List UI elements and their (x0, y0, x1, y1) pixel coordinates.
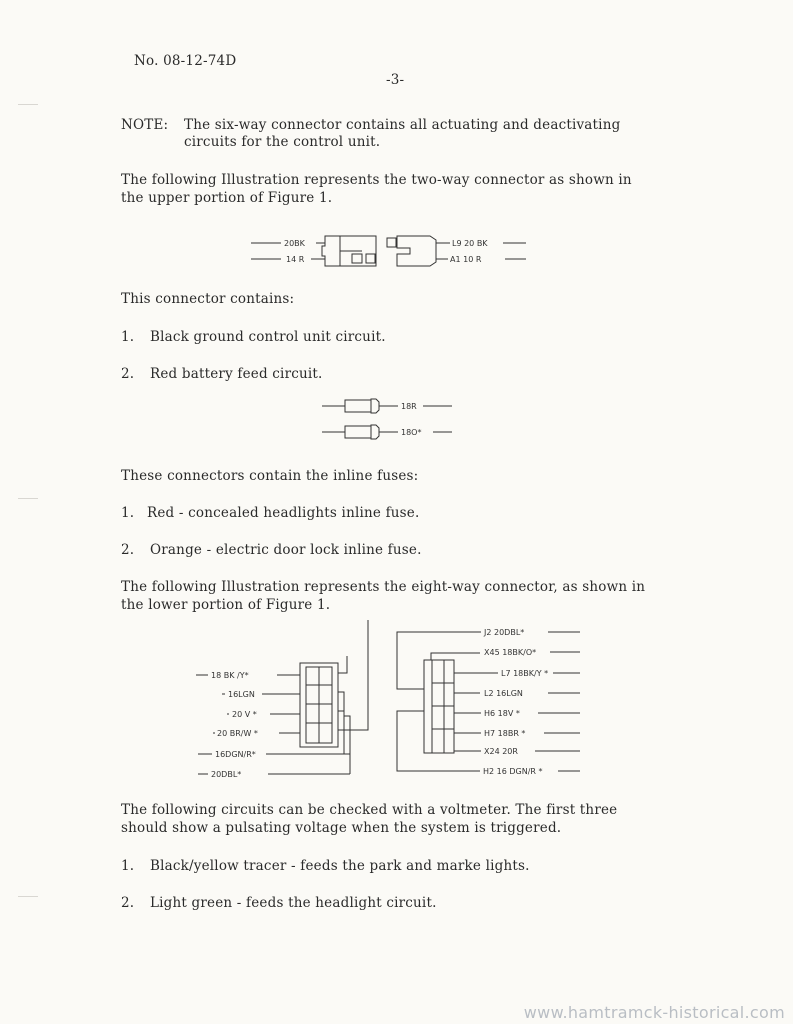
eight-way-right-label: X45 18BK/O* (484, 648, 537, 657)
watermark: www.hamtramck-historical.com (523, 1003, 785, 1022)
fuse-label: 18O* (401, 428, 422, 437)
list-item-number: 1. (121, 505, 135, 521)
list-item-number: 2. (121, 895, 135, 911)
paragraph-two-way-line1: The following Illustration represents the two-way connector as shown in (121, 172, 632, 188)
eight-way-right-label: H2 16 DGN/R * (483, 767, 543, 776)
list-item-text: Black ground control unit circuit. (150, 329, 386, 345)
list-item-number: 1. (121, 329, 135, 345)
list-item-text: Red - concealed headlights inline fuse. (147, 505, 420, 521)
eight-way-left-label: 18 BK /Y* (211, 671, 249, 680)
list-item-text: Red battery feed circuit. (150, 366, 323, 382)
page-number: -3- (386, 72, 405, 88)
fuse-label: 18R (401, 402, 417, 411)
two-way-right-label: A1 10 R (450, 255, 482, 264)
eight-way-right-label: X24 20R (484, 747, 518, 756)
paragraph-voltmeter-line1: The following circuits can be checked with a voltmeter. The first three (121, 802, 618, 818)
paragraph-two-way-line2: the upper portion of Figure 1. (121, 190, 333, 206)
list-item-number: 2. (121, 542, 135, 558)
eight-way-right-label: L2 16LGN (484, 689, 523, 698)
note-text-line1: The six-way connector contains all actuating and deactivating (184, 117, 621, 133)
list-item-number: 2. (121, 366, 135, 382)
eight-way-right-label: H6 18V * (484, 709, 520, 718)
eight-way-left-label: 20 BR/W * (217, 729, 258, 738)
document-number: No. 08-12-74D (134, 53, 237, 69)
paragraph-eight-way-line2: the lower portion of Figure 1. (121, 597, 331, 613)
eight-way-left-label: 20 V * (232, 710, 257, 719)
list-item-text: Black/yellow tracer - feeds the park and marke lights. (150, 858, 530, 874)
eight-way-right-label: H7 18BR * (484, 729, 526, 738)
paragraph-voltmeter-line2: should show a pulsating voltage when the system is triggered. (121, 820, 562, 836)
eight-way-left-label: 20DBL* (211, 770, 242, 779)
two-way-right-label: L9 20 BK (452, 239, 488, 248)
eight-way-right-label: L7 18BK/Y * (501, 669, 549, 678)
paragraph-contains: This connector contains: (121, 291, 295, 307)
two-way-left-label: 20BK (284, 239, 305, 248)
list-item-text: Orange - electric door lock inline fuse. (150, 542, 422, 558)
eight-way-right-label: J2 20DBL* (484, 628, 525, 637)
paragraph-eight-way-line1: The following Illustration represents the eight-way connector, as shown in (121, 579, 646, 595)
note-label: NOTE: (121, 117, 169, 133)
eight-way-left-label: 16LGN (228, 690, 255, 699)
list-item-number: 1. (121, 858, 135, 874)
eight-way-left-label: 16DGN/R* (215, 750, 256, 759)
note-text-line2: circuits for the control unit. (184, 134, 381, 150)
two-way-left-label: 14 R (286, 255, 305, 264)
paragraph-inline-fuses: These connectors contain the inline fuses: (121, 468, 419, 484)
list-item-text: Light green - feeds the headlight circuit. (150, 895, 437, 911)
